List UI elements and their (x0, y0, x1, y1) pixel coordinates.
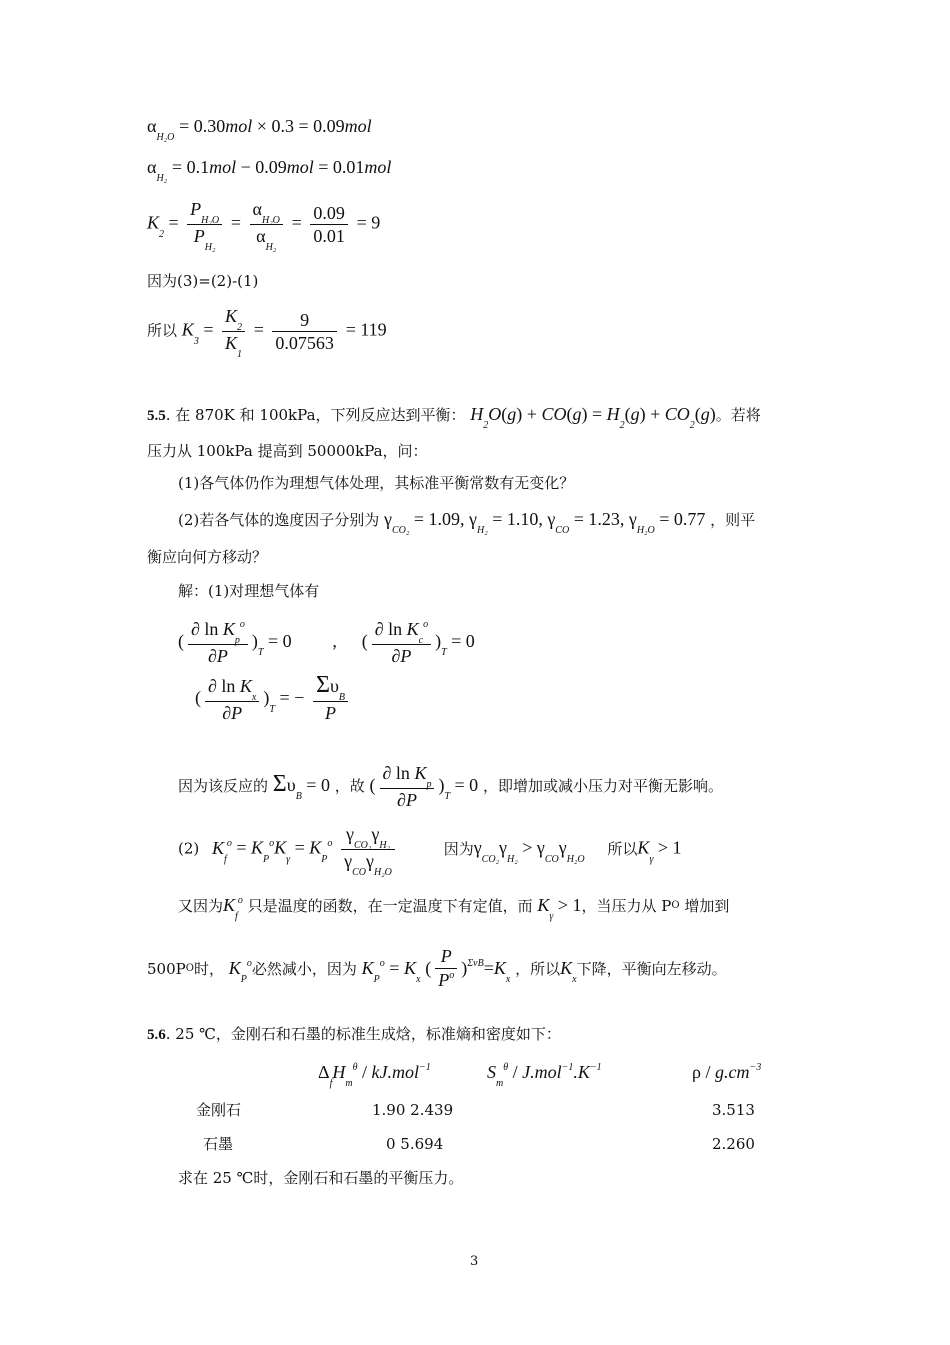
row-diamond-values: 1.90 2.439 (372, 1101, 454, 1119)
alpha-h2o-equation: $\alpha_{H_2O} = 0.30mol \times 0.3 = 0.09mol$ (147, 116, 372, 143)
part-2-equation: (2) $K_f^o = K_P^oK_\gamma = K_P^o$ $\frac{\gamma_{CO_2}\gamma_{H_2}}{\gamma_{CO}\gamma_{H_2O}}$ 因为$\gamma_{CO_2}\gamma_{H_2} > \gamma_{CO}\gamma_{H_2O}$ 所以$K_\gamma > 1$ (178, 824, 682, 878)
solution-heading: 解：(1)对理想气体有 (178, 582, 320, 600)
relation-line: 因为(3)=(2)-(1) (147, 272, 259, 290)
header-enthalpy: $\Delta_fH_m^\theta / kJ.mol^{-1}$ (318, 1062, 431, 1089)
because-line: 因为该反应的 $\Sigma\upsilon_B = 0$ ，故 ( $\frac{\partial \ln K_p}{\partial P}$ )$_T = 0$ ，即增加或减小压力对平衡无影响。 (178, 763, 723, 810)
row-graphite-name: 石墨 (203, 1135, 234, 1153)
alpha-h2-equation: $\alpha_{H_2} = 0.1mol - 0.09mol = 0.01mol$ (147, 157, 392, 184)
problem-5-6-question: 求在 25 ℃时，金刚石和石墨的平衡压力。 (178, 1169, 464, 1187)
question-1: (1)各气体仍作为理想气体处理，其标准平衡常数有无变化？ (178, 474, 575, 492)
problem-5-5-statement-cont: 压力从 100kPa 提高到 50000kPa，问： (147, 442, 428, 460)
k2-equation: $K_2$ = $\frac{P_{H_2O}}{P_{H_2}}$ = $\frac{\alpha_{H_2O}}{\alpha_{H_2}}$ = $\frac{0.09}{0.01}$ = 9 (147, 199, 381, 253)
problem-5-6-statement: 5.6. 25 ℃，金刚石和石墨的标准生成焓，标准熵和密度如下： (147, 1025, 561, 1043)
question-2-cont: 衡应向何方移动？ (147, 548, 268, 566)
header-density: ρ / $g.cm^{-3}$ (692, 1062, 762, 1082)
problem-number: 5.6 (147, 1027, 166, 1043)
again-line: 又因为$K_f^o$ 只是温度的函数，在一定温度下有定值，而 $K_\gamma > 1$，当压力从 $P^O$ 增加到 (178, 895, 730, 922)
k3-equation: 所以 $K_3$ = $\frac{K_2}{K_1}$ = $\frac{9}{0.07563}$ = 119 (147, 306, 387, 360)
final-line: $500P^O$时， $K_P^o$必然减小，因为 $K_P^o = K_x$ ( $\frac{P}{P^o}$ )$^{\Sigma\nu B}=K_x$ ，所以$K_x$下降，平衡向左移动。 (147, 946, 727, 990)
so-label: 所以 (147, 321, 178, 340)
derivative-kp-equation: ( $\frac{\partial \ln K_p^o}{\partial P}$ )$_T = 0$ , ( $\frac{\partial \ln K_c^o}{\partial P}$ )$_T = 0$ (178, 619, 475, 666)
question-2: (2)若各气体的逸度因子分别为 $\gamma_{CO_2} = 1.09$, $\gamma_{H_2} = 1.10$, $\gamma_{CO} = 1.23$, $\gamma_{H_2O} = 0.77$ ，则平 (178, 509, 756, 536)
row-diamond-name: 金刚石 (196, 1101, 242, 1119)
page-number: 3 (470, 1254, 479, 1269)
problem-number: 5.5 (147, 408, 166, 424)
derivative-kx-equation: ( $\frac{\partial \ln K_x}{\partial P}$ )$_T$ = − $\frac{\Sigma\upsilon_B}{P}$ (195, 674, 352, 725)
row-diamond-density: 3.513 (712, 1101, 755, 1119)
header-entropy: $S_m^\theta / J.mol^{-1}.K^{-1}$ (487, 1062, 602, 1089)
row-graphite-values: 0 5.694 (386, 1135, 444, 1153)
problem-5-5-statement: 5.5. 在 870K 和 100kPa，下列反应达到平衡： $H_2O(g) + CO(g) = H_2(g) + CO_2(g)$。若将 (147, 404, 761, 431)
row-graphite-density: 2.260 (712, 1135, 755, 1153)
